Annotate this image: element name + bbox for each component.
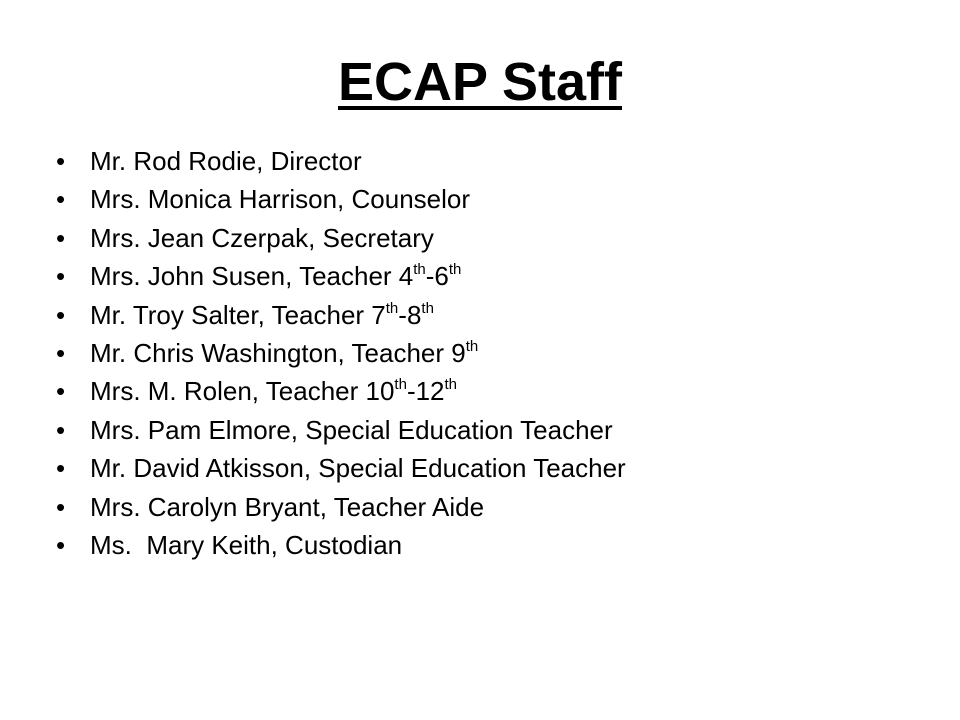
staff-entry-segment: Mrs. Jean Czerpak, Secretary [90,222,434,253]
staff-entry-segment: Mr. David Atkisson, Special Education Teacher [90,453,626,484]
staff-list-item [56,223,626,261]
staff-entry-text [90,453,626,484]
staff-entry-segment: Mrs. John Susen, Teacher 4 [90,261,414,292]
staff-entry-text [90,376,457,407]
staff-entry-segment: Mrs. Carolyn Bryant, Teacher Aide [90,491,485,522]
staff-entry-text [90,223,434,254]
ordinal-suffix: th [385,299,399,317]
staff-entry-segment: -6 [425,261,449,292]
staff-list-item [56,146,626,184]
bullet-icon: • [56,414,66,445]
staff-entry-text [90,300,434,331]
bullet-icon: • [56,453,66,484]
staff-list-item [56,184,626,222]
staff-list-item [56,261,626,299]
ordinal-suffix: th [394,376,407,394]
staff-list-item [56,415,626,453]
bullet-icon: • [56,529,66,560]
staff-list-item [56,338,626,376]
ordinal-suffix: th [444,376,458,394]
ordinal-suffix: th [448,261,462,279]
bullet-icon: • [56,376,66,407]
bullet-icon: • [56,261,66,292]
ordinal-suffix: th [421,299,434,317]
ordinal-suffix: th [465,337,479,355]
staff-entry-segment: Ms. Mary Keith, Custodian [90,529,403,560]
staff-entry-text [90,338,478,369]
staff-list-item [56,492,626,530]
ordinal-suffix: th [413,261,426,279]
staff-entry-text [90,146,362,177]
staff-list-item [56,300,626,338]
slide-title: ECAP Staff [337,52,623,112]
bullet-icon: • [56,184,66,215]
staff-list-item [56,453,626,491]
staff-entry-segment: Mr. Rod Rodie, Director [90,146,362,176]
staff-entry-segment: -8 [398,299,422,330]
staff-entry-segment: Mrs. M. Rolen, Teacher 10 [90,376,395,407]
staff-entry-text [90,415,613,446]
staff-entry-text [90,184,470,215]
staff-entry-segment: Mrs. Pam Elmore, Special Education Teacher [90,414,613,445]
bullet-icon: • [56,337,66,368]
staff-entry-segment: Mrs. Monica Harrison, Counselor [90,184,471,215]
staff-list-item [56,530,626,568]
bullet-icon: • [56,146,66,176]
staff-entry-text [90,261,461,292]
staff-entry-text [90,530,402,561]
staff-entry-segment: Mr. Troy Salter, Teacher 7 [90,299,386,330]
staff-list [56,146,626,568]
bullet-icon: • [56,222,66,253]
staff-entry-segment: Mr. Chris Washington, Teacher 9 [90,337,466,368]
staff-entry-segment: -12 [406,376,445,407]
staff-list-item [56,376,626,414]
staff-entry-text [90,492,484,523]
bullet-icon: • [56,491,66,522]
bullet-icon: • [56,299,66,330]
